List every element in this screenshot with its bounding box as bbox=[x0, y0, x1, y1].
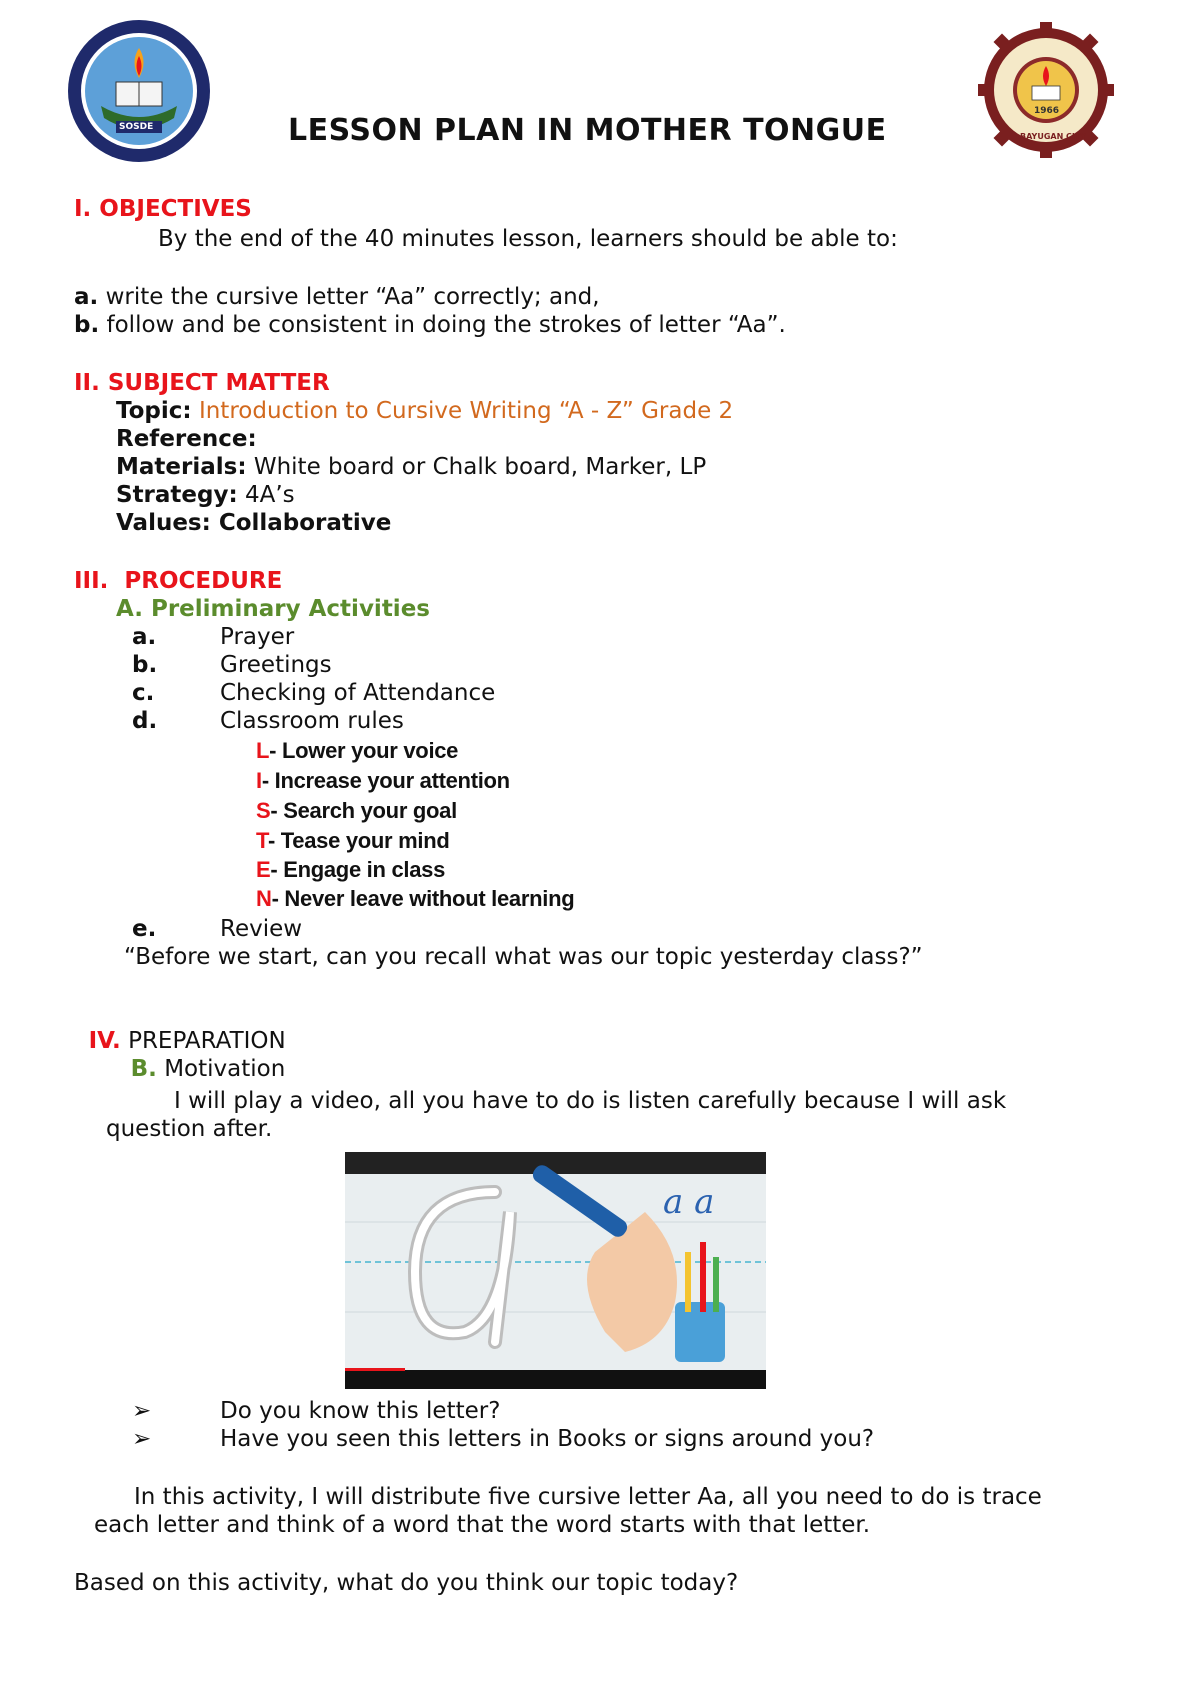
rule-text: - Tease your mind bbox=[267, 828, 450, 853]
page-title: LESSON PLAN IN MOTHER TONGUE bbox=[288, 113, 887, 148]
strategy-row bbox=[116, 482, 295, 508]
video-player[interactable] bbox=[345, 1152, 766, 1389]
rule-letter: N bbox=[256, 886, 272, 911]
rule-text: - Search your goal bbox=[270, 798, 457, 823]
materials-row bbox=[116, 454, 706, 480]
procedure-marker-e: e. bbox=[132, 916, 157, 942]
motivation-paragraph-line1: I will play a video, all you have to do is listen carefully because I will ask bbox=[174, 1088, 1007, 1114]
topic-label: Topic: bbox=[116, 398, 192, 424]
question-bullet-icon: ➢ bbox=[132, 1398, 152, 1424]
objective-text: follow and be consistent in doing the strokes of letter “Aa”. bbox=[106, 312, 786, 338]
procedure-marker-a: a. bbox=[132, 624, 157, 650]
rule-letter: S bbox=[256, 798, 271, 823]
procedure-item-prayer: Prayer bbox=[220, 624, 295, 650]
objective-marker: a. bbox=[74, 284, 99, 310]
objective-item-a bbox=[74, 284, 600, 310]
seal-year: 1966 bbox=[1034, 106, 1060, 116]
procedure-marker-d: d. bbox=[132, 708, 158, 734]
preliminary-subheading: A. Preliminary Activities bbox=[116, 596, 430, 622]
rule-letter: L bbox=[256, 738, 270, 763]
procedure-item-rules: Classroom rules bbox=[220, 708, 404, 734]
objectives-intro: By the end of the 40 minutes lesson, learners should be able to: bbox=[158, 226, 898, 252]
seal-city: BAYUGAN CITY bbox=[1020, 132, 1087, 141]
procedure-marker-c: c. bbox=[132, 680, 155, 706]
values-label: Values: bbox=[116, 510, 211, 536]
college-seal-right bbox=[978, 22, 1114, 158]
strategy-value: 4A’s bbox=[244, 482, 295, 508]
values-row bbox=[116, 510, 391, 536]
review-quote: “Before we start, can you recall what was our topic yesterday class?” bbox=[124, 944, 923, 970]
topic-value: Introduction to Cursive Writing “A - Z” Grade 2 bbox=[198, 398, 734, 424]
rule-item bbox=[256, 738, 458, 763]
rule-item bbox=[256, 768, 510, 793]
materials-value: White board or Chalk board, Marker, LP bbox=[253, 454, 707, 480]
values-value: Collaborative bbox=[218, 510, 392, 536]
question-bullet-icon: ➢ bbox=[132, 1426, 152, 1452]
materials-label: Materials: bbox=[116, 454, 247, 480]
objectives-heading: I. OBJECTIVES bbox=[74, 196, 252, 222]
logo-left-text: SOSDE bbox=[119, 122, 154, 132]
activity-paragraph-line1: In this activity, I will distribute five cursive letter Aa, all you need to do is trace bbox=[134, 1484, 1042, 1510]
rule-letter: E bbox=[256, 857, 271, 882]
question-item: Do you know this letter? bbox=[220, 1398, 501, 1424]
closing-question: Based on this activity, what do you think our topic today? bbox=[74, 1570, 739, 1596]
objective-item-b bbox=[74, 312, 786, 338]
procedure-item-greetings: Greetings bbox=[220, 652, 332, 678]
subject-matter-heading: II. SUBJECT MATTER bbox=[74, 370, 330, 396]
motivation-title: Motivation bbox=[156, 1056, 286, 1083]
rule-text: - Increase your attention bbox=[261, 768, 510, 793]
rule-text: - Lower your voice bbox=[269, 738, 459, 763]
objective-text: write the cursive letter “Aa” correctly; and, bbox=[105, 284, 600, 310]
question-item: Have you seen this letters in Books or signs around you? bbox=[220, 1426, 875, 1452]
procedure-marker-b: b. bbox=[132, 652, 158, 678]
procedure-item-review: Review bbox=[220, 916, 303, 942]
rule-text: - Engage in class bbox=[270, 857, 446, 882]
rule-item bbox=[256, 798, 457, 823]
motivation-paragraph-line2: question after. bbox=[106, 1116, 273, 1142]
reference-label: Reference: bbox=[116, 426, 257, 452]
rule-item bbox=[256, 886, 574, 911]
rule-letter: I bbox=[256, 768, 262, 793]
strategy-label: Strategy: bbox=[116, 482, 238, 508]
motivation-marker: B. bbox=[130, 1056, 157, 1083]
rule-text: - Never leave without learning bbox=[271, 886, 575, 911]
rule-letter: T bbox=[256, 828, 268, 853]
rule-item bbox=[256, 857, 445, 882]
preparation-title: PREPARATION bbox=[120, 1028, 286, 1055]
video-letters: a a bbox=[663, 1182, 715, 1222]
preparation-number: IV. bbox=[88, 1028, 121, 1055]
motivation-heading bbox=[116, 1030, 285, 1083]
objective-marker: b. bbox=[74, 312, 100, 338]
activity-paragraph-line2: each letter and think of a word that the word starts with that letter. bbox=[94, 1512, 871, 1538]
procedure-item-attendance: Checking of Attendance bbox=[220, 680, 496, 706]
procedure-heading: III. PROCEDURE bbox=[74, 568, 283, 594]
topic-row bbox=[116, 398, 733, 424]
school-logo-left bbox=[66, 18, 212, 164]
rule-item bbox=[256, 828, 449, 853]
